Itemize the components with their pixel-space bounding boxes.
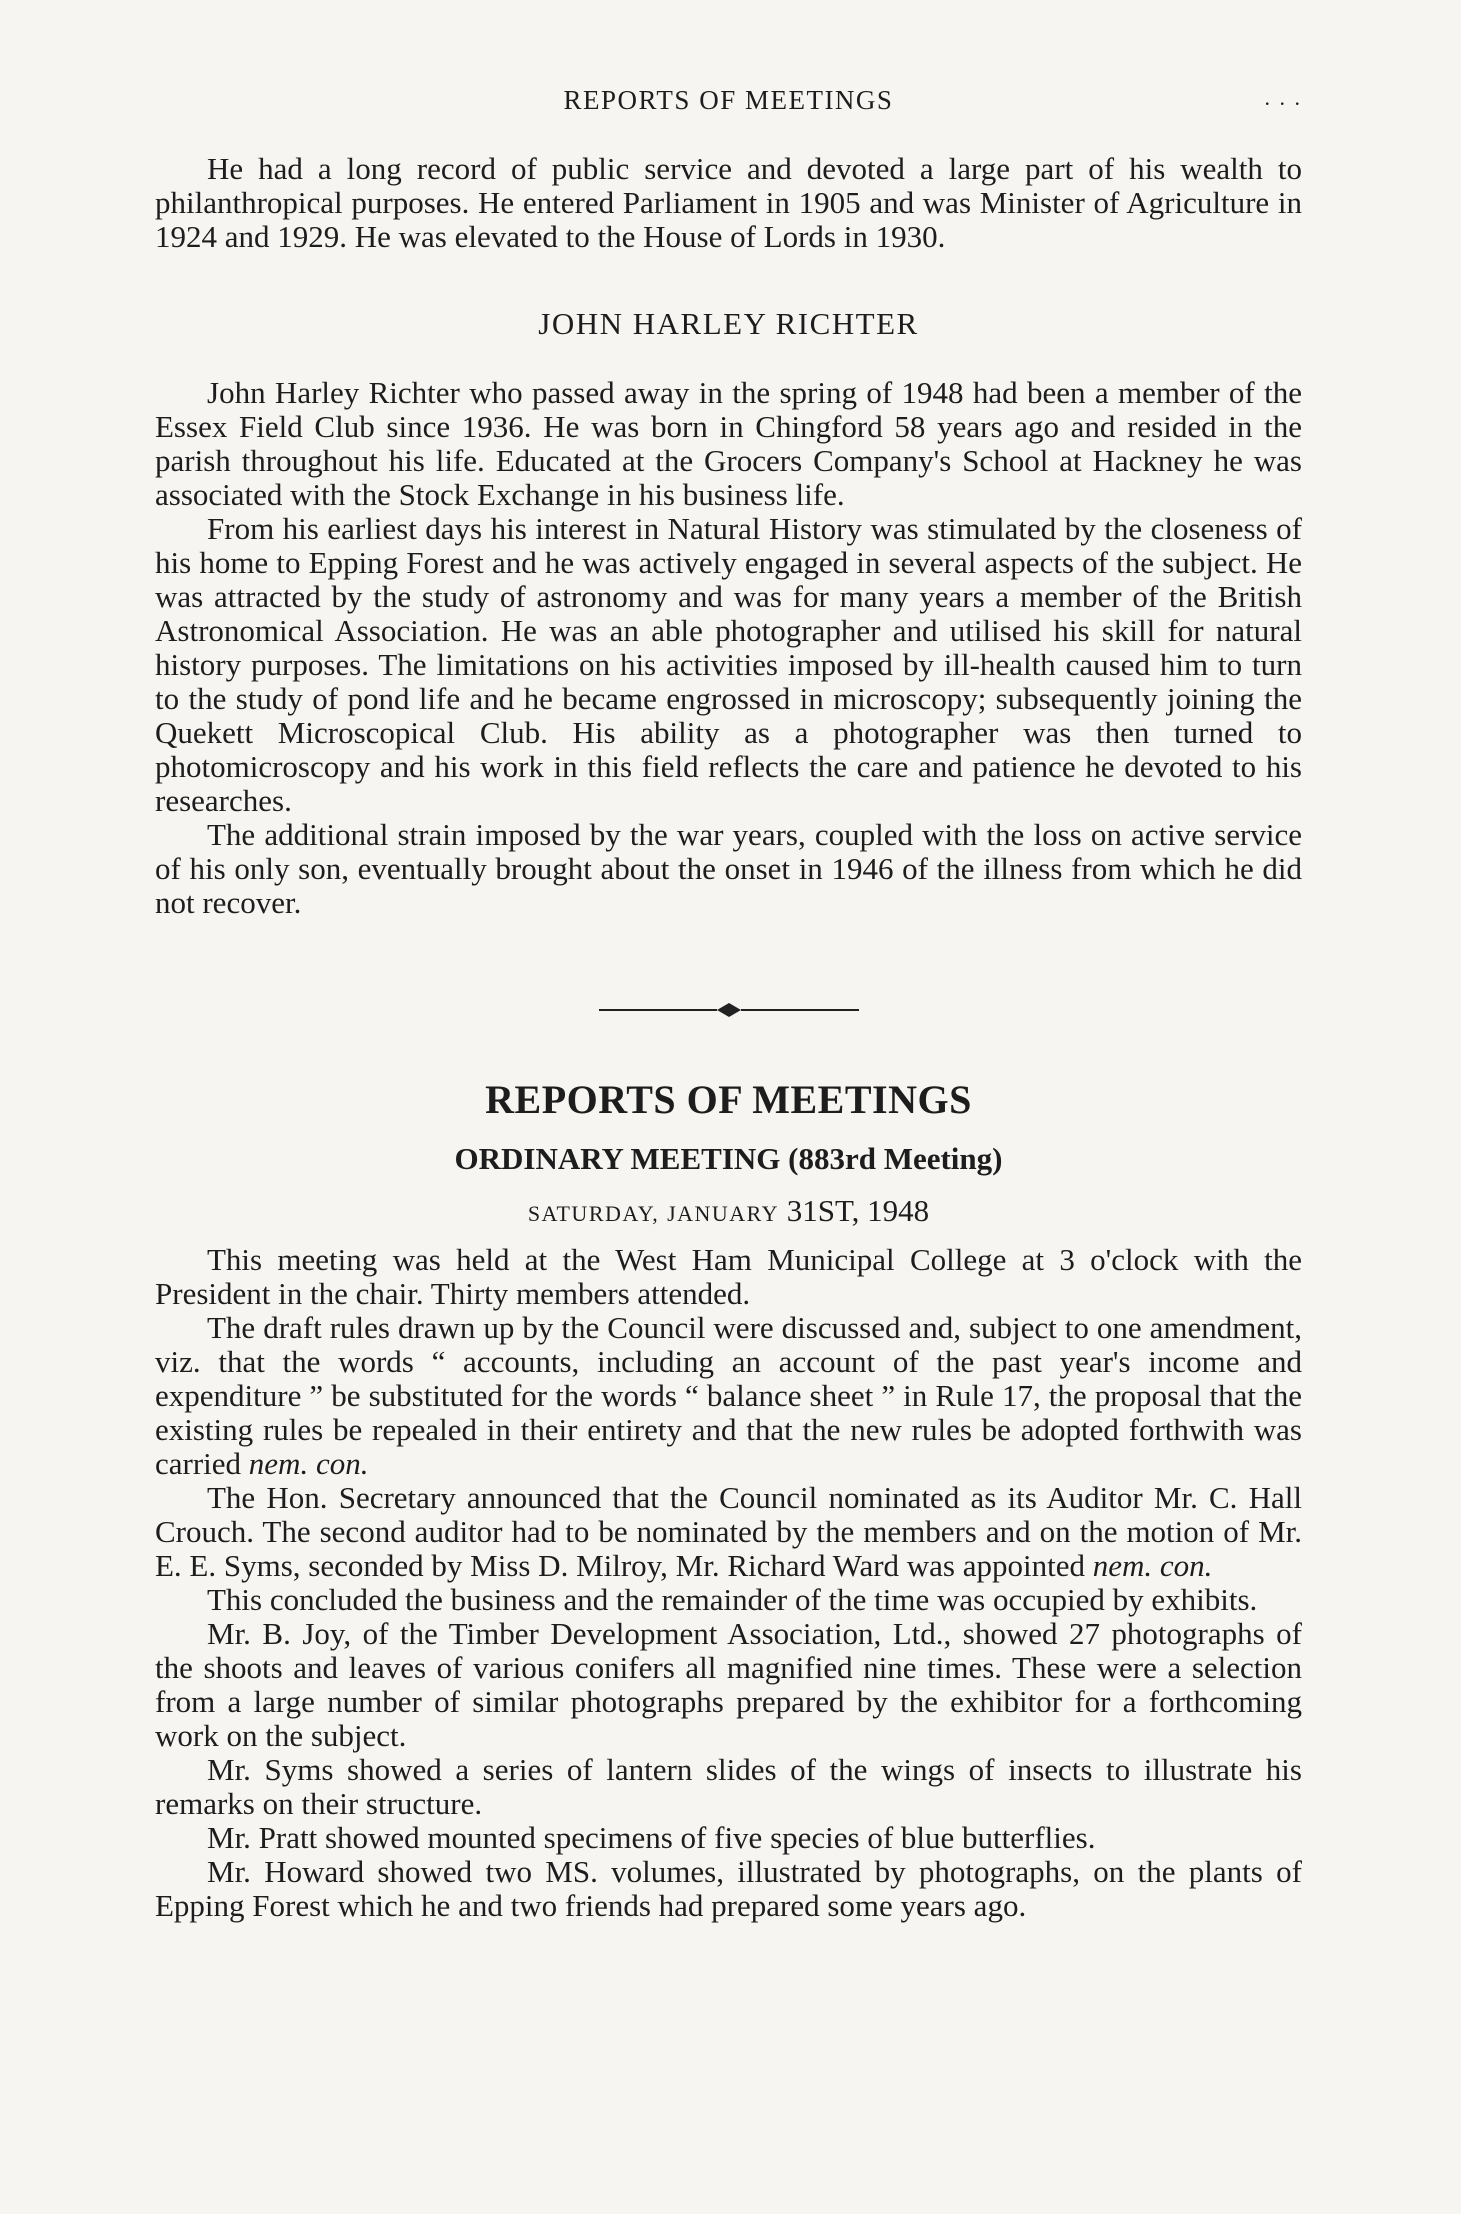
running-head [155, 85, 1302, 116]
meeting-paragraph-3-text: The Hon. Secretary announced that the Council nominated as its Auditor Mr. C. Hall Crouch. The second auditor had to be nominated by the members and on the motion of Mr. E. E. Syms, seconded by Miss D. Milroy, Mr. Richard Ward was appointed [155, 1480, 1302, 1583]
meeting-paragraph-5: Mr. B. Joy, of the Timber Development Association, Ltd., showed 27 photographs of the shoots and leaves of various conifers all magnified nine times. These were a selection from a large number of similar photographs prepared by the exhibitor for a forthcoming work on the subject. [155, 1616, 1302, 1753]
obituary-paragraph-2: From his earliest days his interest in Natural History was stimulated by the closeness of his home to Epping Forest and he was actively engaged in several aspects of the subject. He was attracted by the study of astronomy and was for many years a member of the British Astronomical Association. He was an able photographer and utilised his skill for natural history purposes. The limitations on his activities imposed by ill-health caused him to turn to the study of pond life and he became engrossed in microscopy; subsequently joining the Quekett Microscopical Club. His ability as a photographer was then turned to photomicroscopy and his work in this field reflects the care and patience he devoted to his researches. [155, 511, 1302, 818]
meeting-paragraph-2-italic: nem. con. [248, 1446, 369, 1481]
meeting-date-month: JANUARY [667, 1201, 780, 1226]
meeting-date-day: 31ST, [786, 1193, 860, 1228]
meeting-title: ORDINARY MEETING (883rd Meeting) [454, 1141, 1003, 1176]
obituary-paragraph-1: John Harley Richter who passed away in the spring of 1948 had been a member of the Essex Field Club since 1936. He was born in Chingford 58 years ago and resided in the parish throughout his life. Educated at the Grocers Company's School at Hackney he was associated with the Stock Exchange in his business life. [155, 375, 1302, 512]
meeting-paragraph-2-text: The draft rules drawn up by the Council were discussed and, subject to one amendment, viz. that the words “ accounts, including an account of the past year's income and expenditure ” be substituted for the words “ balance sheet ” in Rule 17, the proposal that the existing rules be repealed in their entirety and that the new rules be adopted forthwith was carried [155, 1310, 1302, 1481]
opening-paragraph: He had a long record of public service and devoted a large part of his wealth to philanthropical purposes. He entered Parliament in 1905 and was Minister of Agriculture in 1924 and 1929. He was elevated to the House of Lords in 1930. [155, 151, 1302, 254]
meeting-date [155, 1193, 1302, 1229]
meeting-paragraph-8: Mr. Howard showed two MS. volumes, illustrated by photographs, on the plants of Epping Forest which he and two friends had prepared some years ago. [155, 1854, 1302, 1923]
meeting-paragraph-4: This concluded the business and the remainder of the time was occupied by exhibits. [207, 1582, 1258, 1617]
meeting-date-year: 1948 [867, 1193, 930, 1228]
meeting-paragraph-1: This meeting was held at the West Ham Municipal College at 3 o'clock with the President in the chair. Thirty members attended. [155, 1242, 1302, 1311]
meeting-paragraph-2 [155, 1311, 1302, 1481]
obituary-paragraph-3: The additional strain imposed by the war years, coupled with the loss on active service of his only son, eventually brought about the onset in 1946 of the illness from which he did not recover. [155, 817, 1302, 920]
running-head-marks: . . . [1264, 85, 1302, 110]
meeting-paragraph-3 [155, 1481, 1302, 1583]
document-page [155, 85, 1302, 1923]
obituary-body [155, 376, 1302, 920]
meeting-paragraph-3-italic: nem. con. [1092, 1548, 1213, 1583]
meeting-paragraph-6: Mr. Syms showed a series of lantern slides of the wings of insects to illustrate his remarks on their structure. [155, 1752, 1302, 1821]
meeting-paragraph-7: Mr. Pratt showed mounted specimens of five species of blue butterflies. [207, 1820, 1096, 1855]
section-title: REPORTS OF MEETINGS [485, 1077, 972, 1122]
section-divider-ornament [599, 1000, 859, 1020]
obituary-heading: JOHN HARLEY RICHTER [538, 306, 919, 341]
meeting-date-weekday: SATURDAY, [527, 1201, 660, 1226]
running-head-title: REPORTS OF MEETINGS [563, 85, 894, 115]
